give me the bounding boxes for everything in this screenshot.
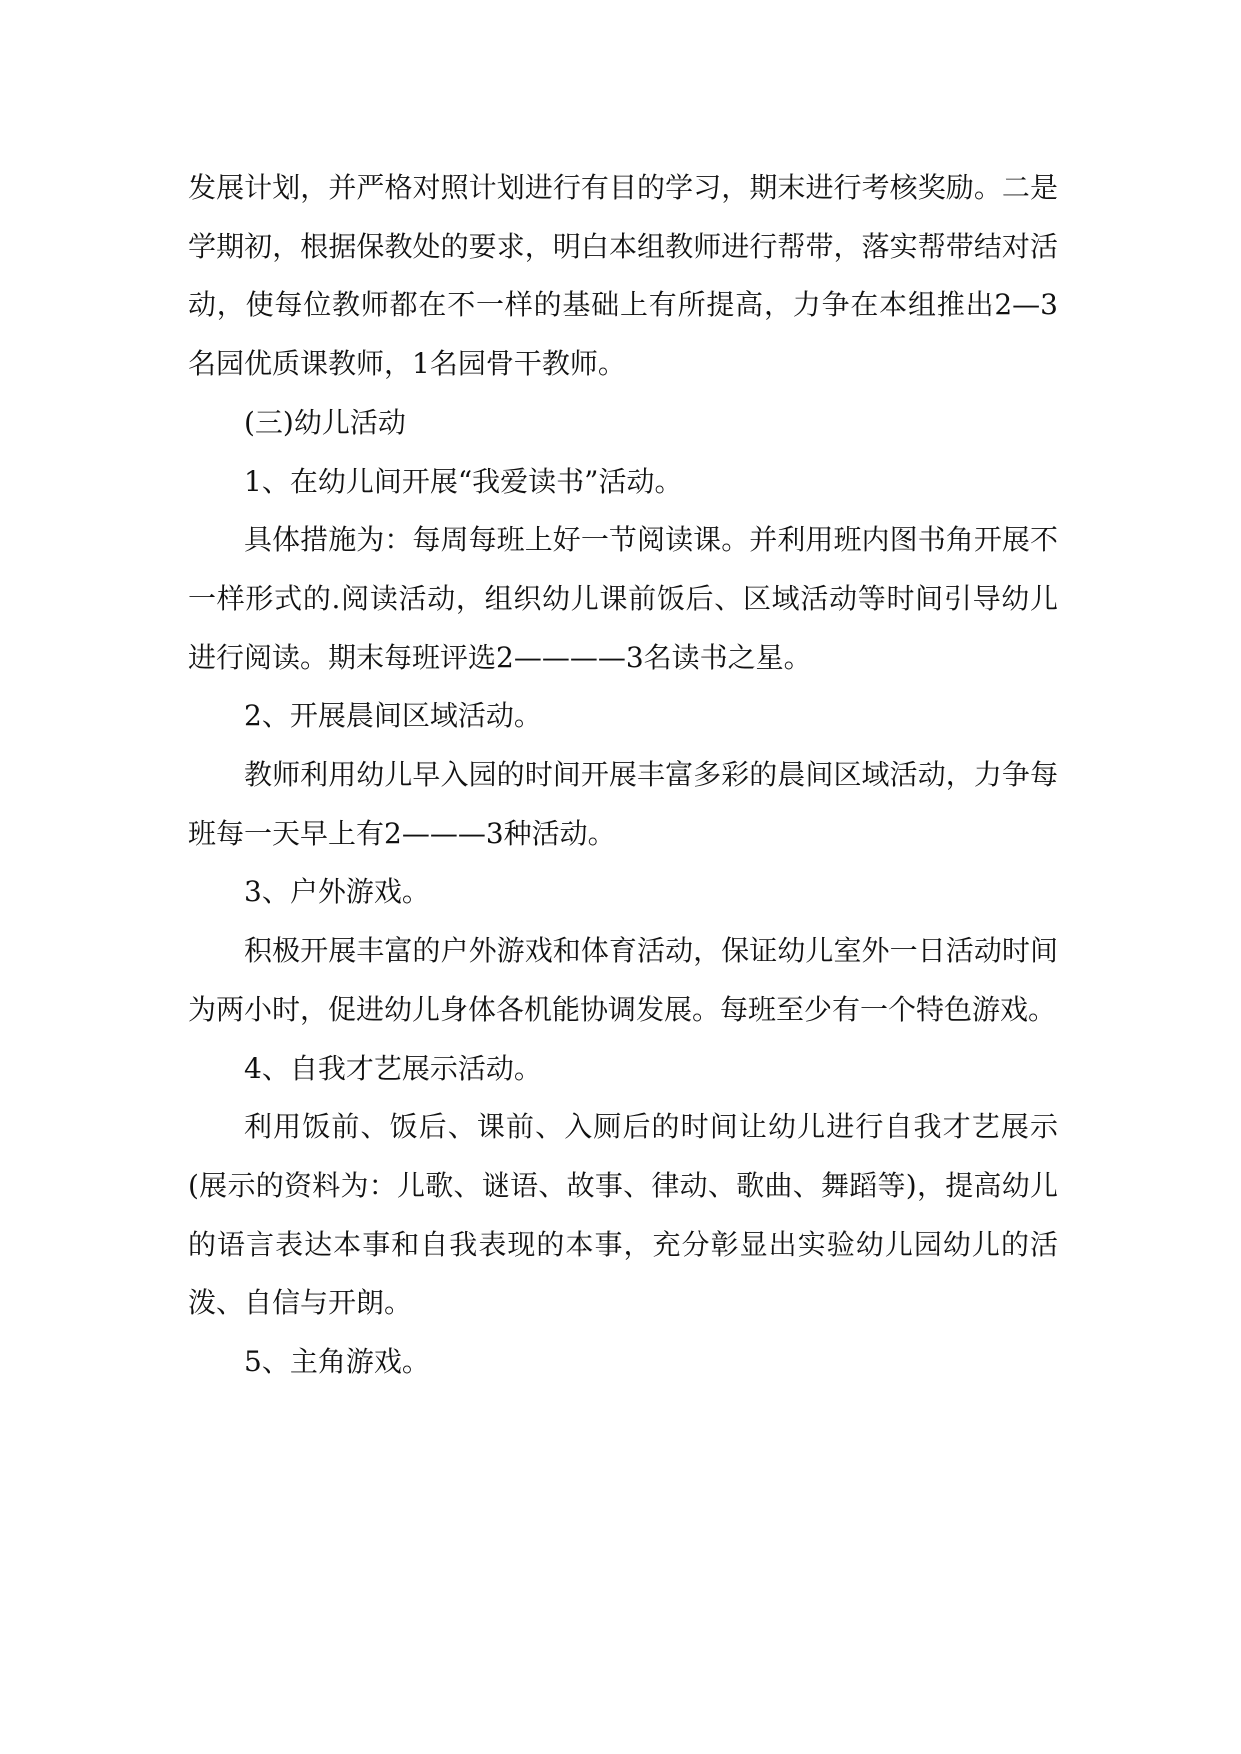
paragraph: 教师利用幼儿早入园的时间开展丰富多彩的晨间区域活动，力争每班每一天早上有2———3种活动。 — [188, 758, 1058, 850]
item-heading-4: 4、自我才艺展示活动。 — [244, 1051, 542, 1085]
item-heading-3: 3、户外游戏。 — [244, 875, 430, 909]
paragraph-continuation: 发展计划，并严格对照计划进行有目的学习，期末进行考核奖励。二是学期初，根据保教处的要求，明白本组教师进行帮带，落实帮带结对活动，使每位教师都在不一样的基础上有所提高，力争在本组推出2—3名园优质课教师，1名园骨干教师。 — [188, 171, 1058, 381]
item-heading-2: 2、开展晨间区域活动。 — [244, 699, 542, 733]
section-heading: (三)幼儿活动 — [244, 405, 406, 439]
paragraph: 利用饭前、饭后、课前、入厕后的时间让幼儿进行自我才艺展示(展示的资料为：儿歌、谜语、故事、律动、歌曲、舞蹈等)，提高幼儿的语言表达本事和自我表现的本事，充分彰显出实验幼儿园幼儿的活泼、自信与开朗。 — [188, 1110, 1058, 1320]
document-body — [188, 159, 1058, 1392]
paragraph: 具体措施为：每周每班上好一节阅读课。并利用班内图书角开展不一样形式的.阅读活动，组织幼儿课前饭后、区域活动等时间引导幼儿进行阅读。期末每班评选2————3名读书之星。 — [188, 523, 1058, 674]
paragraph: 积极开展丰富的户外游戏和体育活动，保证幼儿室外一日活动时间为两小时，促进幼儿身体各机能协调发展。每班至少有一个特色游戏。 — [188, 934, 1058, 1026]
item-heading-1: 1、在幼儿间开展“我爱读书”活动。 — [244, 464, 683, 498]
item-heading-5: 5、主角游戏。 — [244, 1345, 430, 1379]
